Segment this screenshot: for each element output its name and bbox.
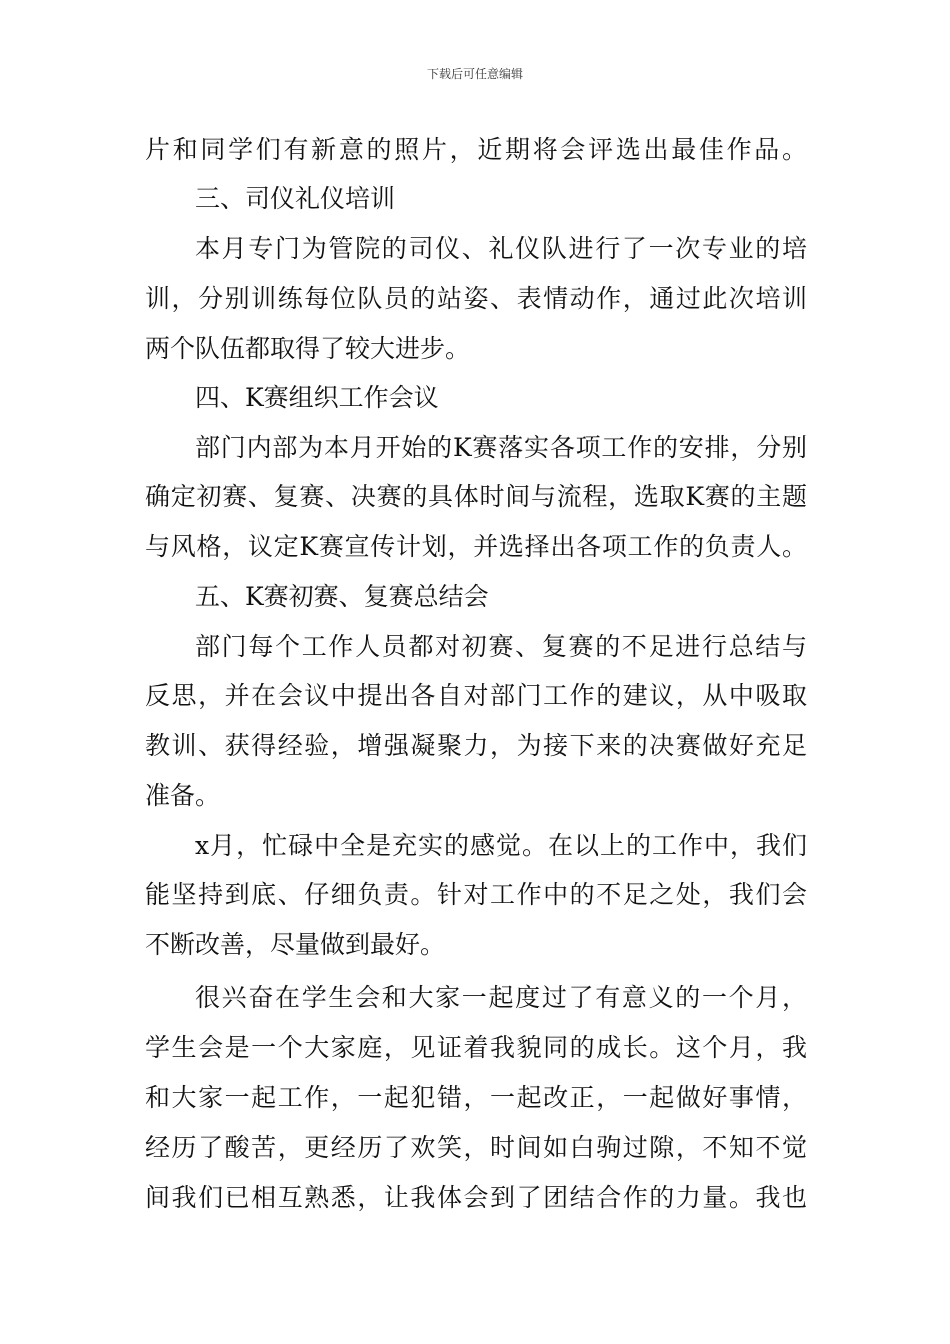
body-line: 间我们已相互熟悉，让我体会到了团结合作的力量。我也 bbox=[145, 1183, 807, 1212]
body-line: 训，分别训练每位队员的站姿、表情动作，通过此次培训 bbox=[145, 284, 807, 313]
body-line: 经历了酸苦，更经历了欢笑，时间如白驹过隙，不知不觉 bbox=[145, 1133, 807, 1162]
section-heading: 五、K赛初赛、复赛总结会 bbox=[195, 582, 489, 611]
body-line: 片和同学们有新意的照片，近期将会评选出最佳作品。 bbox=[145, 135, 807, 164]
body-line: 很兴奋在学生会和大家一起度过了有意义的一个月， bbox=[195, 983, 807, 1012]
section-heading: 三、司仪礼仪培训 bbox=[195, 184, 396, 213]
body-line: 能坚持到底、仔细负责。针对工作中的不足之处，我们会 bbox=[145, 880, 807, 909]
body-line: 本月专门为管院的司仪、礼仪队进行了一次专业的培 bbox=[195, 234, 807, 263]
page-header: 下载后可任意编辑 bbox=[426, 67, 523, 81]
body-line: 学生会是一个大家庭，见证着我貌同的成长。这个月，我 bbox=[145, 1033, 807, 1062]
body-line: 部门每个工作人员都对初赛、复赛的不足进行总结与 bbox=[195, 632, 807, 661]
body-line: 与风格，议定K赛宣传计划，并选择出各项工作的负责人。 bbox=[145, 532, 807, 561]
body-line: x月，忙碌中全是充实的感觉。在以上的工作中，我们 bbox=[195, 831, 807, 860]
body-line: 和大家一起工作，一起犯错，一起改正，一起做好事情， bbox=[145, 1083, 807, 1112]
body-line: 不断改善，尽量做到最好。 bbox=[145, 930, 446, 959]
body-line: 确定初赛、复赛、决赛的具体时间与流程，选取K赛的主题 bbox=[145, 482, 807, 511]
body-line: 两个队伍都取得了较大进步。 bbox=[145, 334, 471, 363]
body-line: 教训、获得经验，增强凝聚力，为接下来的决赛做好充足 bbox=[145, 731, 807, 760]
body-line: 部门内部为本月开始的K赛落实各项工作的安排，分别 bbox=[195, 433, 807, 462]
body-line: 反思，并在会议中提出各自对部门工作的建议，从中吸取 bbox=[145, 681, 807, 710]
body-line: 准备。 bbox=[145, 781, 221, 810]
section-heading: 四、K赛组织工作会议 bbox=[195, 383, 439, 412]
